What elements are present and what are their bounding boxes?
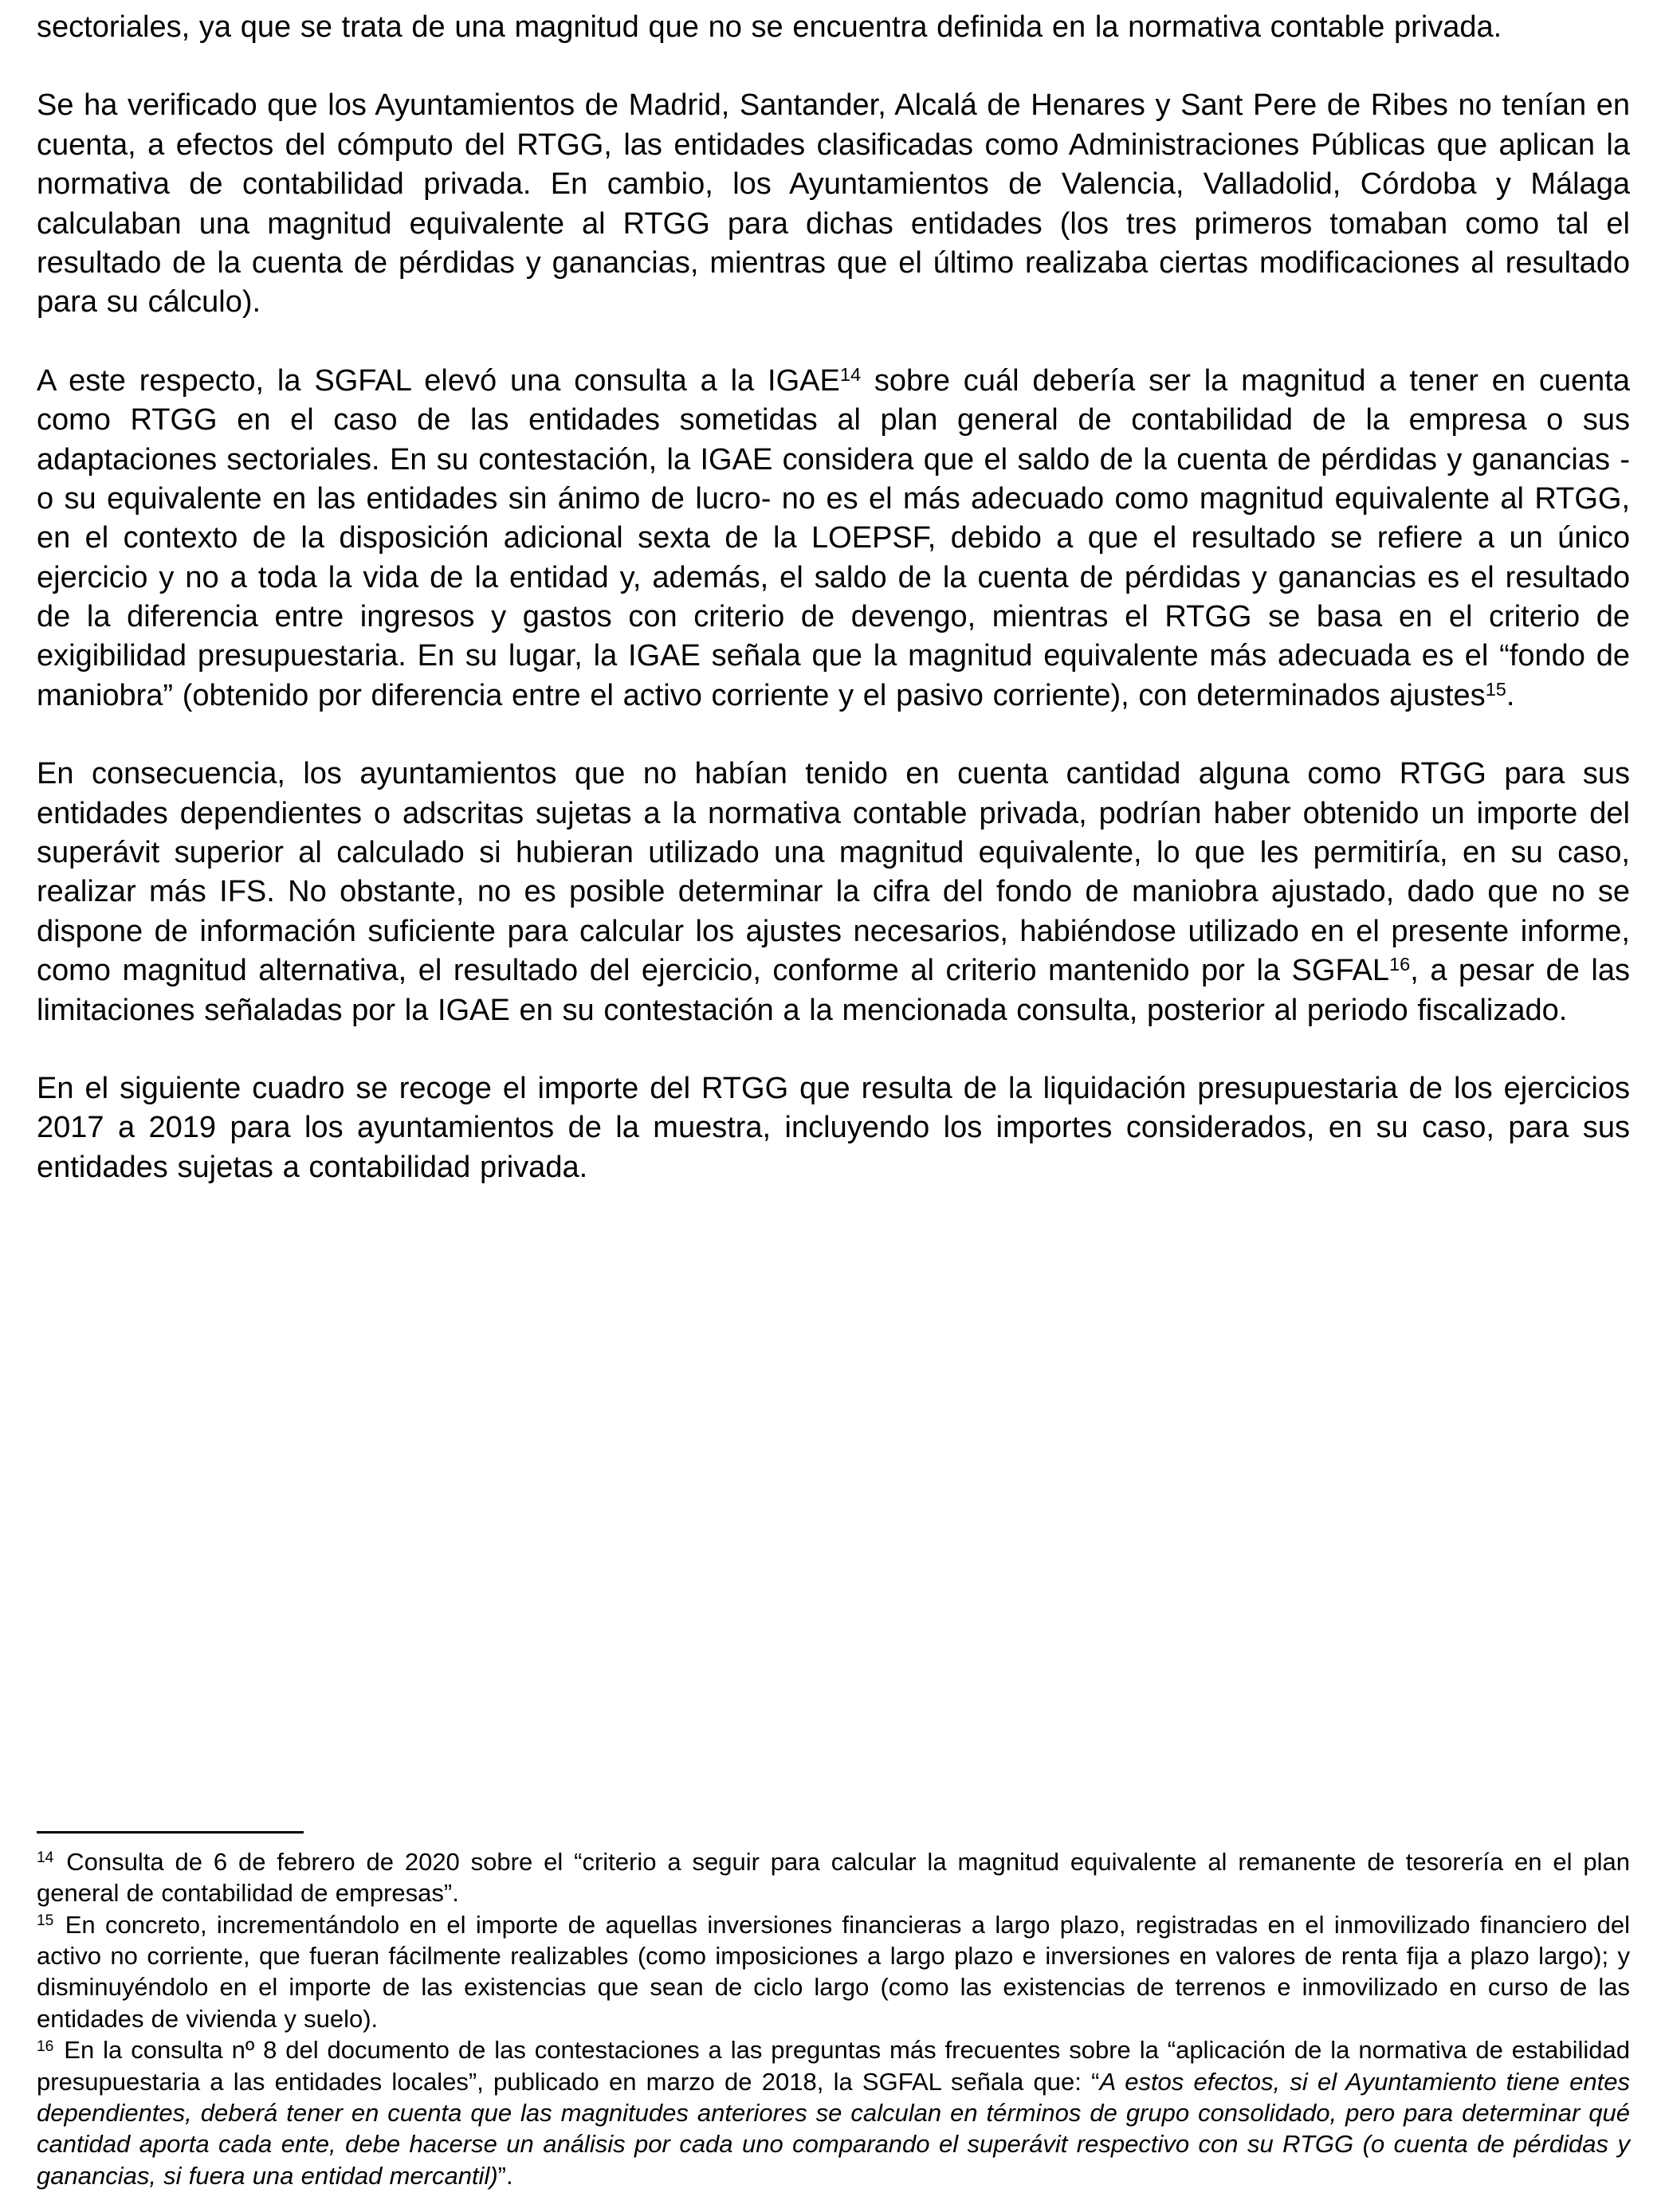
text-run: En concreto, incrementándolo en el importe de aquellas inversiones financieras a largo plazo, registradas en el inmovilizado financiero del activo no corriente, que fueran fácilmente realizables (como imposiciones a largo plazo e inversiones en valores de renta fija a plazo largo); y disminuyéndolo en el importe de las existencias que sean de ciclo largo (como las existencias de terrenos e inmovilizado en curso de las entidades de vivienda y suelo).: [37, 1910, 1630, 2033]
text-run: .: [1506, 678, 1515, 712]
text-run: En el siguiente cuadro se recoge el importe del RTGG que resulta de la liquidación presupuestaria de los ejercicios 2017 a 2019 para los ayuntamientos de la muestra, incluyendo los importes considerados, en su caso, para sus entidades sujetas a contabilidad privada.: [37, 1071, 1630, 1184]
body-paragraph: [37, 1069, 1630, 1187]
text-run: A estos efectos, si el Ayuntamiento tiene entes dependientes, deberá tener en cuenta que las magnitudes anteriores se calculan en términos de grupo consolidado, pero para determinar qué cantidad aporta cada ente, debe hacerse un análisis por cada uno comparando el superávit respectivo con su RTGG (o cuenta de pérdidas y ganancias, si fuera una entidad mercantil): [37, 2067, 1630, 2190]
document-body: [37, 8, 1630, 1187]
footnote-reference: 16: [1389, 954, 1411, 975]
body-paragraph: [37, 8, 1630, 47]
footnote: [37, 1846, 1630, 1909]
footnote-reference: 14: [839, 363, 862, 385]
footnote-separator: [37, 1831, 304, 1834]
footnote-reference: 15: [1485, 679, 1506, 700]
text-run: Consulta de 6 de febrero de 2020 sobre el “criterio a seguir para calcular la magnitud equivalente al remanente de tesorería en el plan general de contabilidad de empresas”.: [37, 1848, 1630, 1908]
body-paragraph: [37, 86, 1630, 322]
footnote-area: [37, 1831, 1630, 2191]
footnote-number: 15: [37, 1912, 54, 1930]
text-run: En consecuencia, los ayuntamientos que no habían tenido en cuenta cantidad alguna como RTGG para sus entidades dependientes o adscritas sujetas a la normativa contable privada, podrían haber obtenido un importe del superávit superior al calculado si hubieran utilizado una magnitud equivalente, lo que les permitiría, en su caso, realizar más IFS. No obstante, no es posible determinar la cifra del fondo de maniobra ajustado, dado que no se dispone de información suficiente para calcular los ajustes necesarios, habiéndose utilizado en el presente informe, como magnitud alternativa, el resultado del ejercicio, conforme al criterio mantenido por la SGFAL: [37, 757, 1630, 988]
text-run: , a pesar de las limitaciones señaladas por la IGAE en su contestación a la mencionada consulta, posterior al periodo fiscalizado.: [37, 954, 1630, 1027]
text-run: sectoriales, ya que se trata de una magnitud que no se encuentra definida en la normativa contable privada.: [37, 10, 1502, 44]
text-run: En la consulta nº 8 del documento de las contestaciones a las preguntas más frecuentes sobre la “aplicación de la normativa de estabilidad presupuestaria a las entidades locales”, publicado en marzo de 2018, la SGFAL señala que: “: [37, 2036, 1630, 2096]
footnote: [37, 1909, 1630, 2034]
text-run: A este respecto, la SGFAL elevó una consulta a la IGAE: [37, 363, 840, 398]
footnote: [37, 2034, 1630, 2191]
text-run: ”.: [497, 2161, 513, 2190]
text-run: sobre cuál debería ser la magnitud a tener en cuenta como RTGG en el caso de las entidades sometidas al plan general de contabilidad de la empresa o sus adaptaciones sectoriales. En su contestación, la IGAE considera que el saldo de la cuenta de pérdidas y ganancias -o su equivalente en las entidades sin ánimo de lucro- no es el más adecuado como magnitud equivalente al RTGG, en el contexto de la disposición adicional sexta de la LOEPSF, debido a que el resultado se refiere a un único ejercicio y no a toda la vida de la entidad y, además, el saldo de la cuenta de pérdidas y ganancias es el resultado de la diferencia entre ingresos y gastos con criterio de devengo, mientras el RTGG se basa en el criterio de exigibilidad presupuestaria. En su lugar, la IGAE señala que la magnitud equivalente más adecuada es el “fondo de maniobra” (obtenido por diferencia entre el activo corriente y el pasivo corriente), con determinados ajustes: [37, 363, 1630, 712]
body-paragraph: [37, 755, 1630, 1030]
footnote-number: 14: [37, 1849, 54, 1867]
body-paragraph: [37, 362, 1630, 716]
text-run: Se ha verificado que los Ayuntamientos de Madrid, Santander, Alcalá de Henares y Sant Pere de Ribes no tenían en cuenta, a efectos del cómputo del RTGG, las entidades clasificadas como Administraciones Públicas que aplican la normativa de contabilidad privada. En cambio, los Ayuntamientos de Valencia, Valladolid, Córdoba y Málaga calculaban una magnitud equivalente al RTGG para dichas entidades (los tres primeros tomaban como tal el resultado de la cuenta de pérdidas y ganancias, mientras que el último realizaba ciertas modificaciones al resultado para su cálculo).: [37, 88, 1630, 320]
footnote-number: 16: [37, 2037, 54, 2055]
footnote-list: [37, 1846, 1630, 2191]
